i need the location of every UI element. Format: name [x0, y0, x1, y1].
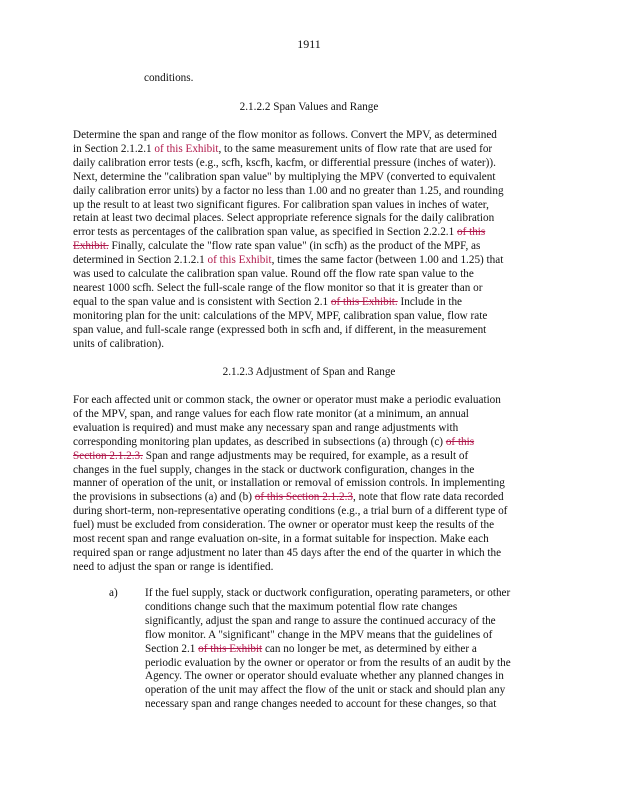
text-line: the provisions in subsections (a) and (b) of this Section 2.1.2.3, note that flow rate data recorded [73, 491, 504, 504]
text-line: need to adjust the span or range is identified. [73, 560, 274, 573]
text-line: flow monitor. A "significant" change in the MPV means that the guidelines of [145, 628, 493, 641]
section-heading-adjustment: 2.1.2.3 Adjustment of Span and Range [222, 366, 396, 378]
text-line: evaluation is required) and must make any necessary span and range adjustments with [73, 421, 459, 434]
text-line: changes in the fuel supply, changes in the stack or ductwork configuration, changes in the [73, 463, 475, 476]
list-item-label: a) [109, 587, 118, 599]
text-line: fuel) must be excluded from consideration. The owner or operator must keep the results of the [73, 519, 495, 532]
text-line: periodic evaluation by the owner or operator or from the results of an audit by the [145, 656, 511, 669]
text-line: Section 2.1 of this Exhibit can no longer be met, as determined by either a [145, 642, 477, 655]
deleted-text: of this Section 2.1.2.3 [254, 491, 353, 504]
text-line: most recent span and range evaluation on-site, in a format suitable for inspection. Make each [73, 533, 489, 546]
text-line: daily calibration error tests (e.g., scfh, kscfh, kacfm, or differential pressure (inches of water)). [73, 156, 496, 169]
text-line: in Section 2.1.2.1 of this Exhibit, to the same measurement units of flow rate that are used for [73, 142, 493, 155]
text-line: daily calibration error units) by a factor no less than 1.00 and no greater than 1.25, and rounding [73, 184, 504, 197]
text-line: was used to calculate the calibration span value. Round off the flow rate span value to the [73, 268, 474, 281]
deleted-text: of this Exhibit. [330, 295, 398, 308]
text-line: For each affected unit or common stack, the owner or operator must make a periodic evaluation [73, 394, 501, 406]
section-heading-span-values: 2.1.2.2 Span Values and Range [239, 101, 379, 113]
text-line: manner of operation of the unit, or installation or removal of emission controls. In implementing [73, 477, 505, 490]
text-line: during short-term, non-representative operating conditions (e.g., a trial burn of a different type of [73, 505, 508, 518]
text-line: Exhibit. Finally, calculate the "flow rate span value" (in scfh) as the product of the MPF, as [73, 240, 481, 253]
text-line: Determine the span and range of the flow monitor as follows. Convert the MPV, as determined [73, 129, 497, 141]
text-line: error tests as percentages of the calibration span value, as specified in Section 2.2.2.1 of this [73, 226, 486, 239]
text-line: corresponding monitoring plan updates, as described in subsections (a) through (c) of this [73, 435, 475, 448]
deleted-text: of this [456, 226, 486, 239]
inserted-text: of this Exhibit [154, 142, 219, 155]
text-line: Section 2.1.2.3. Span and range adjustments may be required, for example, as a result of [73, 449, 469, 462]
text-line: units of calibration). [73, 337, 165, 350]
text-line: necessary span and range changes needed to account for these changes, so that [145, 698, 497, 711]
text-line: nearest 1000 scfh. Select the full-scale range of the flow monitor so that it is greater than or [73, 281, 483, 294]
text-line: span value, and full-scale range (expressed both in scfh and, if different, in the measurement [73, 323, 487, 336]
deleted-text: of this [445, 435, 475, 448]
text-line: operation of the unit may affect the flow of the unit or stack and should plan any [145, 684, 506, 697]
text-line: up the result to at least two significant figures. For calibration span values in inches of water, [73, 198, 489, 211]
text-line: equal to the span value and is consistent with Section 2.1 of this Exhibit. Include in the [73, 295, 463, 308]
paragraph-adjustment [73, 394, 541, 575]
text-line: conditions change such that the maximum potential flow rate changes [145, 600, 458, 613]
continuation-text: conditions. [144, 72, 194, 84]
text-line: significantly, adjust the span and range to assure the continued accuracy of the [145, 614, 496, 627]
deleted-text: of this Exhibit [198, 642, 263, 655]
text-line: If the fuel supply, stack or ductwork configuration, operating parameters, or other [145, 587, 511, 599]
text-line: Agency. The owner or operator should evaluate whether any planned changes in [145, 670, 504, 683]
paragraph-span-values [73, 129, 541, 352]
text-line: determined in Section 2.1.2.1 of this Exhibit, times the same factor (between 1.00 and 1.25) that [73, 254, 504, 267]
text-line: monitoring plan for the unit: calculations of the MPV, MPF, calibration span value, flow rate [73, 309, 488, 322]
inserted-text: of this Exhibit [207, 254, 272, 267]
text-line: Next, determine the "calibration span value" by multiplying the MPV (converted to equivalent [73, 170, 496, 183]
deleted-text: Exhibit. [73, 240, 109, 253]
text-line: retain at least two decimal places. Select appropriate reference signals for the daily calibration [73, 212, 495, 225]
text-line: of the MPV, span, and range values for each flow rate monitor (at a minimum, an annual [73, 407, 469, 420]
page-number: 1911 [297, 37, 321, 51]
text-line: required span or range adjustment no later than 45 days after the end of the quarter in which the [73, 546, 502, 559]
list-item-body [145, 587, 545, 712]
deleted-text: Section 2.1.2.3. [73, 449, 143, 462]
